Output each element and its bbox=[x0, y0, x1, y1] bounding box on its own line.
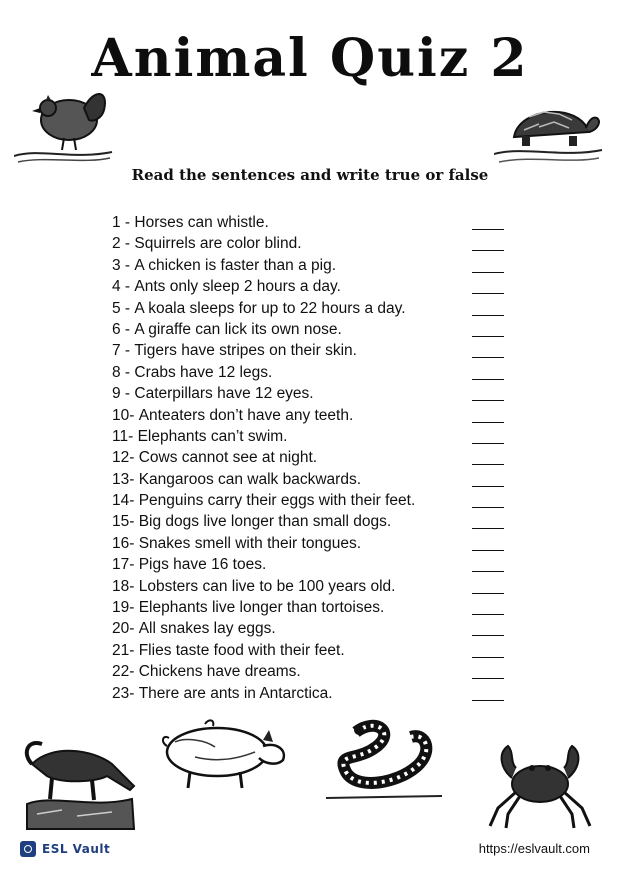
question-row bbox=[112, 447, 512, 468]
question-row bbox=[112, 490, 512, 511]
question-number: 1 - bbox=[112, 214, 131, 231]
crab-icon bbox=[480, 738, 600, 830]
question-number: 20- bbox=[112, 620, 135, 638]
question-number: 16- bbox=[112, 534, 135, 552]
answer-blank[interactable] bbox=[472, 400, 504, 401]
question-text: Crabs have 12 legs. bbox=[134, 363, 273, 381]
question-text: Snakes smell with their tongues. bbox=[138, 534, 361, 552]
question-text: Penguins carry their eggs with their feet. bbox=[138, 492, 416, 510]
logo-text: ESL Vault bbox=[42, 842, 111, 856]
question-row bbox=[112, 511, 512, 532]
footer-logo[interactable] bbox=[20, 840, 110, 858]
question-number: 8 - bbox=[112, 363, 131, 381]
answer-blank[interactable] bbox=[472, 593, 504, 594]
page-title: Animal Quiz 2 bbox=[91, 28, 529, 89]
question-text: Big dogs live longer than small dogs. bbox=[138, 513, 392, 531]
question-number: 15- bbox=[112, 513, 135, 531]
logo-icon bbox=[20, 841, 36, 857]
question-number: 14- bbox=[112, 492, 135, 510]
question-row bbox=[112, 212, 512, 233]
question-text: Tigers have stripes on their skin. bbox=[134, 342, 357, 360]
snake-icon bbox=[326, 712, 442, 802]
question-number: 4 - bbox=[112, 278, 131, 296]
question-number: 13- bbox=[112, 470, 135, 488]
answer-blank[interactable] bbox=[472, 550, 504, 551]
question-list bbox=[112, 212, 512, 704]
question-row bbox=[112, 298, 512, 319]
question-row bbox=[112, 661, 512, 682]
answer-blank[interactable] bbox=[472, 571, 504, 572]
question-row bbox=[112, 597, 512, 618]
question-number: 10- bbox=[112, 406, 135, 424]
answer-blank[interactable] bbox=[472, 336, 504, 337]
question-text: Cows cannot see at night. bbox=[138, 449, 318, 467]
question-text: Flies taste food with their feet. bbox=[138, 641, 345, 659]
answer-blank[interactable] bbox=[472, 700, 504, 701]
question-number: 12- bbox=[112, 449, 135, 467]
question-number: 21- bbox=[112, 641, 135, 659]
question-number: 5 - bbox=[112, 299, 131, 317]
answer-blank[interactable] bbox=[472, 443, 504, 444]
question-number: 6 - bbox=[112, 320, 131, 338]
answer-blank[interactable] bbox=[472, 357, 504, 358]
answer-blank[interactable] bbox=[472, 229, 504, 230]
question-number: 2 - bbox=[112, 235, 131, 253]
footer-url-link[interactable]: https://eslvault.com bbox=[478, 841, 590, 856]
answer-blank[interactable] bbox=[472, 293, 504, 294]
question-number: 22- bbox=[112, 663, 135, 681]
question-number: 9 - bbox=[112, 385, 131, 403]
question-row bbox=[112, 405, 512, 426]
question-number: 23- bbox=[112, 684, 135, 702]
answer-blank[interactable] bbox=[472, 507, 504, 508]
question-row bbox=[112, 683, 512, 704]
answer-blank[interactable] bbox=[472, 422, 504, 423]
answer-blank[interactable] bbox=[472, 657, 504, 658]
question-row bbox=[112, 233, 512, 254]
turtle-icon bbox=[494, 92, 604, 167]
question-text: Squirrels are color blind. bbox=[134, 235, 302, 253]
question-text: Chickens have dreams. bbox=[138, 663, 301, 681]
question-row bbox=[112, 533, 512, 554]
question-text: A chicken is faster than a pig. bbox=[134, 256, 337, 274]
question-number: 18- bbox=[112, 577, 135, 595]
question-text: Kangaroos can walk backwards. bbox=[138, 470, 362, 488]
answer-blank[interactable] bbox=[472, 635, 504, 636]
question-row bbox=[112, 362, 512, 383]
pig-icon bbox=[155, 712, 295, 794]
question-text: There are ants in Antarctica. bbox=[138, 684, 333, 702]
question-text: Ants only sleep 2 hours a day. bbox=[134, 278, 341, 296]
question-row bbox=[112, 640, 512, 661]
question-text: Horses can whistle. bbox=[134, 214, 269, 231]
question-row bbox=[112, 426, 512, 447]
answer-blank[interactable] bbox=[472, 614, 504, 615]
anteater-icon bbox=[22, 724, 140, 832]
answer-blank[interactable] bbox=[472, 315, 504, 316]
question-number: 3 - bbox=[112, 256, 131, 274]
question-text: Pigs have 16 toes. bbox=[138, 556, 267, 574]
answer-blank[interactable] bbox=[472, 464, 504, 465]
question-row bbox=[112, 554, 512, 575]
hen-icon bbox=[14, 78, 114, 166]
question-row bbox=[112, 618, 512, 639]
question-row bbox=[112, 383, 512, 404]
question-row bbox=[112, 469, 512, 490]
question-row bbox=[112, 340, 512, 361]
answer-blank[interactable] bbox=[472, 379, 504, 380]
question-number: 11- bbox=[112, 427, 134, 445]
answer-blank[interactable] bbox=[472, 678, 504, 679]
question-text: All snakes lay eggs. bbox=[138, 620, 276, 638]
question-number: 19- bbox=[112, 599, 135, 617]
question-text: A koala sleeps for up to 22 hours a day. bbox=[134, 299, 406, 317]
question-number: 7 - bbox=[112, 342, 131, 360]
question-text: Elephants live longer than tortoises. bbox=[138, 599, 385, 617]
question-number: 17- bbox=[112, 556, 135, 574]
instructions: Read the sentences and write true or false bbox=[131, 166, 489, 184]
question-text: Elephants can’t swim. bbox=[137, 427, 288, 445]
answer-blank[interactable] bbox=[472, 250, 504, 251]
question-text: Caterpillars have 12 eyes. bbox=[134, 385, 314, 403]
question-row bbox=[112, 255, 512, 276]
question-text: Anteaters don’t have any teeth. bbox=[138, 406, 354, 424]
question-row bbox=[112, 319, 512, 340]
answer-blank[interactable] bbox=[472, 528, 504, 529]
question-row bbox=[112, 576, 512, 597]
answer-blank[interactable] bbox=[472, 486, 504, 487]
question-text: A giraffe can lick its own nose. bbox=[134, 320, 342, 338]
answer-blank[interactable] bbox=[472, 272, 504, 273]
question-text: Lobsters can live to be 100 years old. bbox=[138, 577, 396, 595]
question-row bbox=[112, 276, 512, 297]
